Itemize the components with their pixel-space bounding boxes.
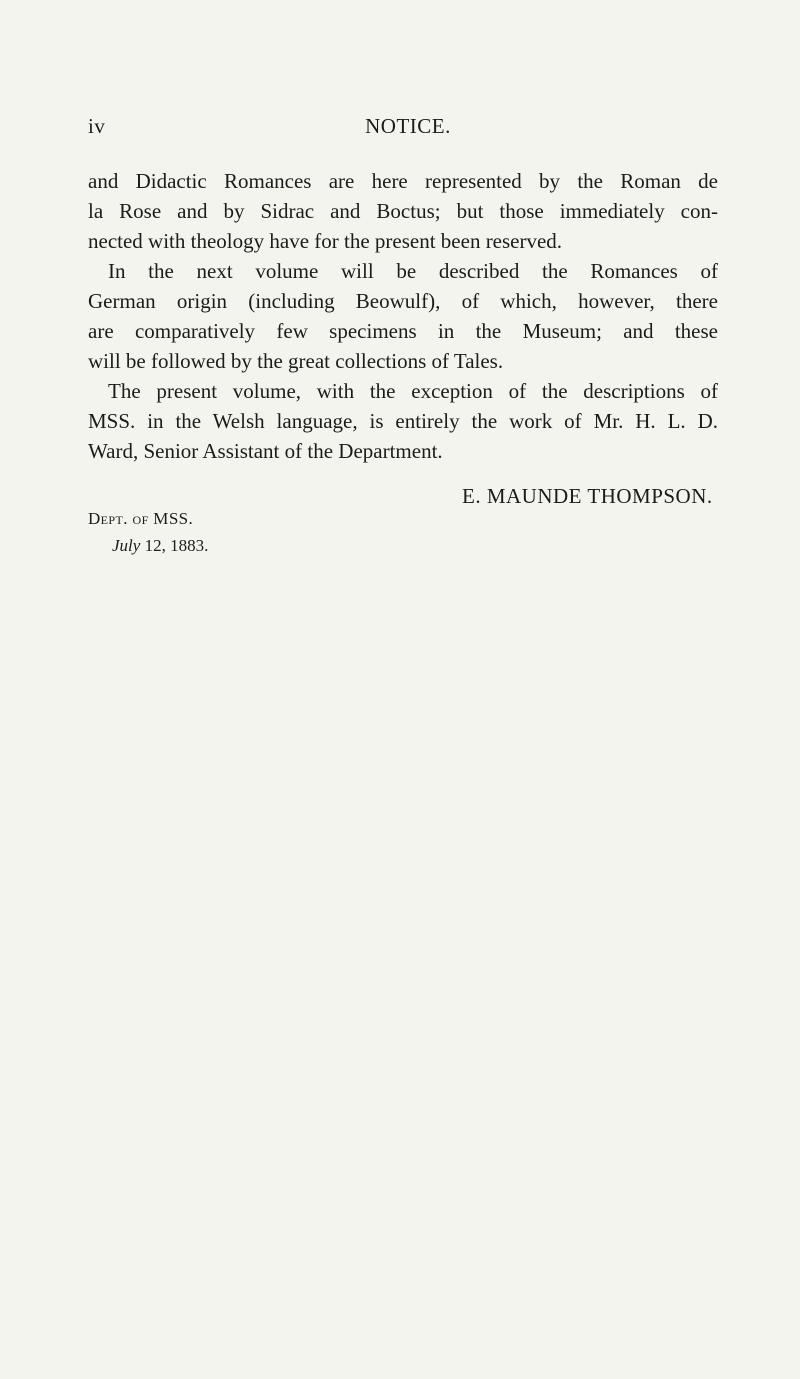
text-line: German origin (including Beowulf), of which, however, there — [88, 289, 718, 313]
signature-place-text: Dept. of MSS. — [88, 509, 194, 528]
signature-date-rest: 12, 1883. — [144, 536, 209, 555]
text-line: are comparatively few specimens in the Museum; and these — [88, 319, 718, 343]
text-line: MSS. in the Welsh language, is entirely the work of Mr. H. L. D. — [88, 409, 718, 433]
text-line: will be followed by the great collections of Tales. — [88, 349, 504, 373]
text-line: nected with theology have for the present been reserved. — [88, 229, 563, 253]
body-text — [88, 166, 718, 466]
text-line: In the next volume will be described the Romances of — [108, 259, 718, 283]
signature-place — [88, 509, 193, 529]
running-head — [88, 114, 718, 144]
page-number: iv — [88, 114, 106, 138]
text-line: Ward, Senior Assistant of the Department. — [88, 439, 443, 463]
running-title: NOTICE. — [365, 114, 451, 138]
signature-name: E. MAUNDE THOMPSON. — [462, 484, 713, 508]
text-line: and Didactic Romances are here represented by the Roman de — [88, 169, 718, 193]
signature-date-month: July — [112, 536, 141, 555]
text-line: The present volume, with the exception of the descriptions of — [108, 379, 718, 403]
text-line: la Rose and by Sidrac and Boctus; but those immediately con- — [88, 199, 718, 223]
signature-date — [112, 536, 208, 556]
